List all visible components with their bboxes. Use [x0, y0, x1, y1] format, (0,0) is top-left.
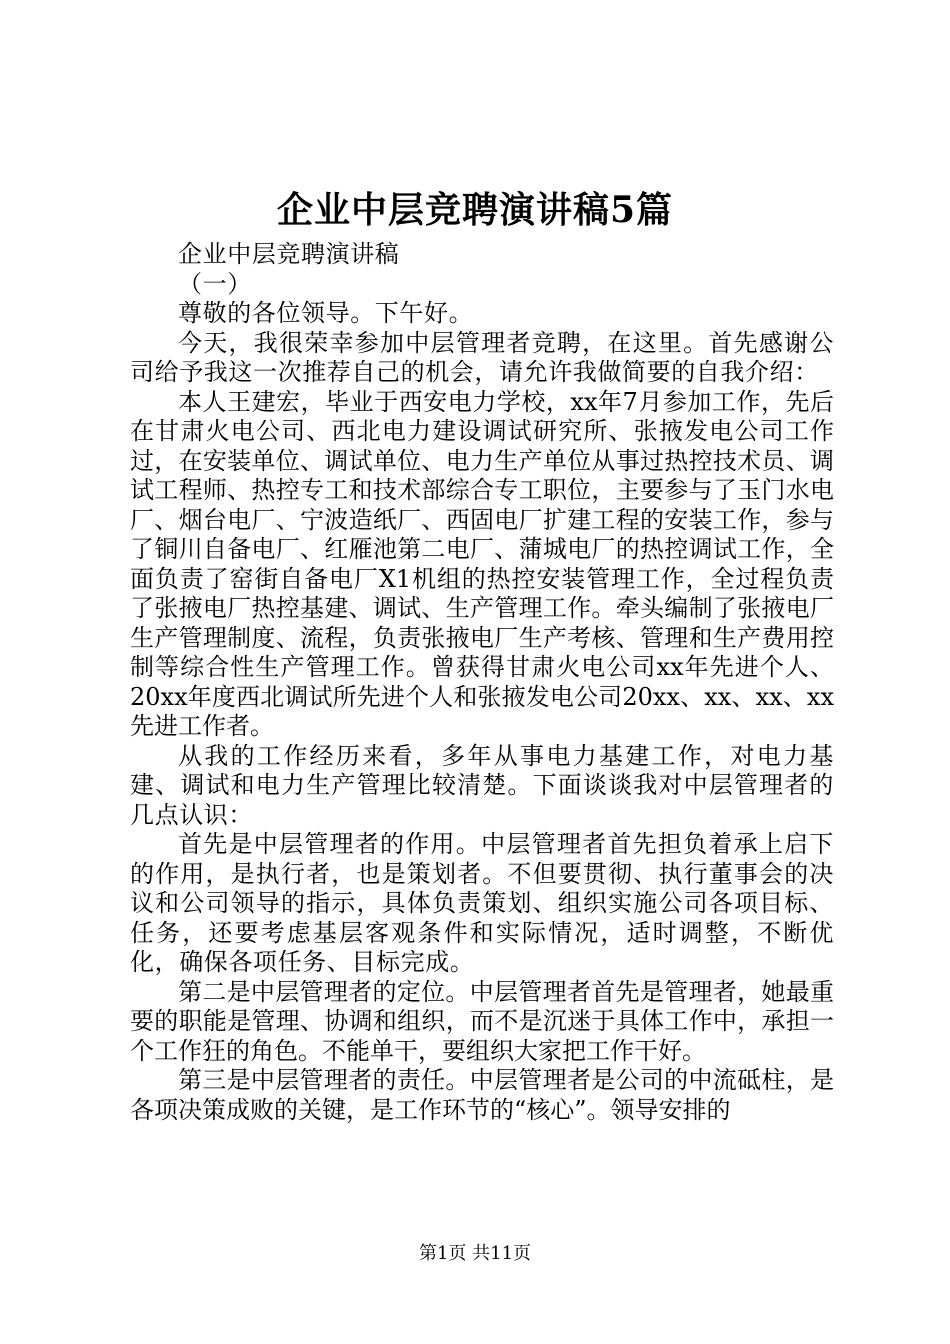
- page-footer: 第1页 共11页: [418, 1243, 532, 1264]
- paragraph-position: 第二是中层管理者的定位。中层管理者首先是管理者，她最重要的职能是管理、协调和组织，而不是沉迷于具体工作中，承担一个工作狂的角色。不能单干，要组织大家把工作干好。: [130, 977, 834, 1065]
- document-title: 企业中层竞聘演讲稿5篇: [276, 189, 674, 231]
- paragraph-responsibility: 第三是中层管理者的责任。中层管理者是公司的中流砥柱，是各项决策成败的关键，是工作环节的“核心”。领导安排的: [130, 1066, 834, 1124]
- paragraph-experience-summary: 从我的工作经历来看，多年从事电力基建工作，对电力基建、调试和电力生产管理比较清楚。下面谈谈我对中层管理者的几点认识：: [130, 741, 834, 829]
- paragraph-introduction: 今天，我很荣幸参加中层管理者竞聘，在这里。首先感谢公司给予我这一次推荐自己的机会，请允许我做简要的自我介绍：: [130, 328, 834, 386]
- paragraph-section-marker: （一）: [178, 269, 252, 298]
- paragraph-greeting: 尊敬的各位领导。下午好。: [178, 299, 474, 327]
- paragraph-role: 首先是中层管理者的作用。中层管理者首先担负着承上启下的作用，是执行者，也是策划者。不但要贯彻、执行董事会的决议和公司领导的指示，具体负责策划、组织实施公司各项目标、任务，还要考虑基层客观条件和实际情况，适时调整，不断优化，确保各项任务、目标完成。: [130, 830, 834, 976]
- document-body: [130, 240, 834, 1125]
- paragraph-self-introduction: 本人王建宏，毕业于西安电力学校，xx年7月参加工作，先后在甘肃火电公司、西北电力建设调试研究所、张掖发电公司工作过，在安装单位、调试单位、电力生产单位从事过热控技术员、调试工程师、热控专工和技术部综合专工职位，主要参与了玉门水电厂、烟台电厂、宁波造纸厂、西固电厂扩建工程的安装工作，参与了铜川自备电厂、红雁池第二电厂、蒲城电厂的热控调试工作，全面负责了窑街自备电厂X1机组的热控安装管理工作，全过程负责了张掖电厂热控基建、调试、生产管理工作。牵头编制了张掖电厂生产管理制度、流程，负责张掖电厂生产考核、管理和生产费用控制等综合性生产管理工作。曾获得甘肃火电公司xx年先进个人、20xx年度西北调试所先进个人和张掖发电公司20xx、xx、xx、xx先进工作者。: [130, 387, 834, 740]
- paragraph-subtitle: 企业中层竞聘演讲稿: [178, 240, 400, 268]
